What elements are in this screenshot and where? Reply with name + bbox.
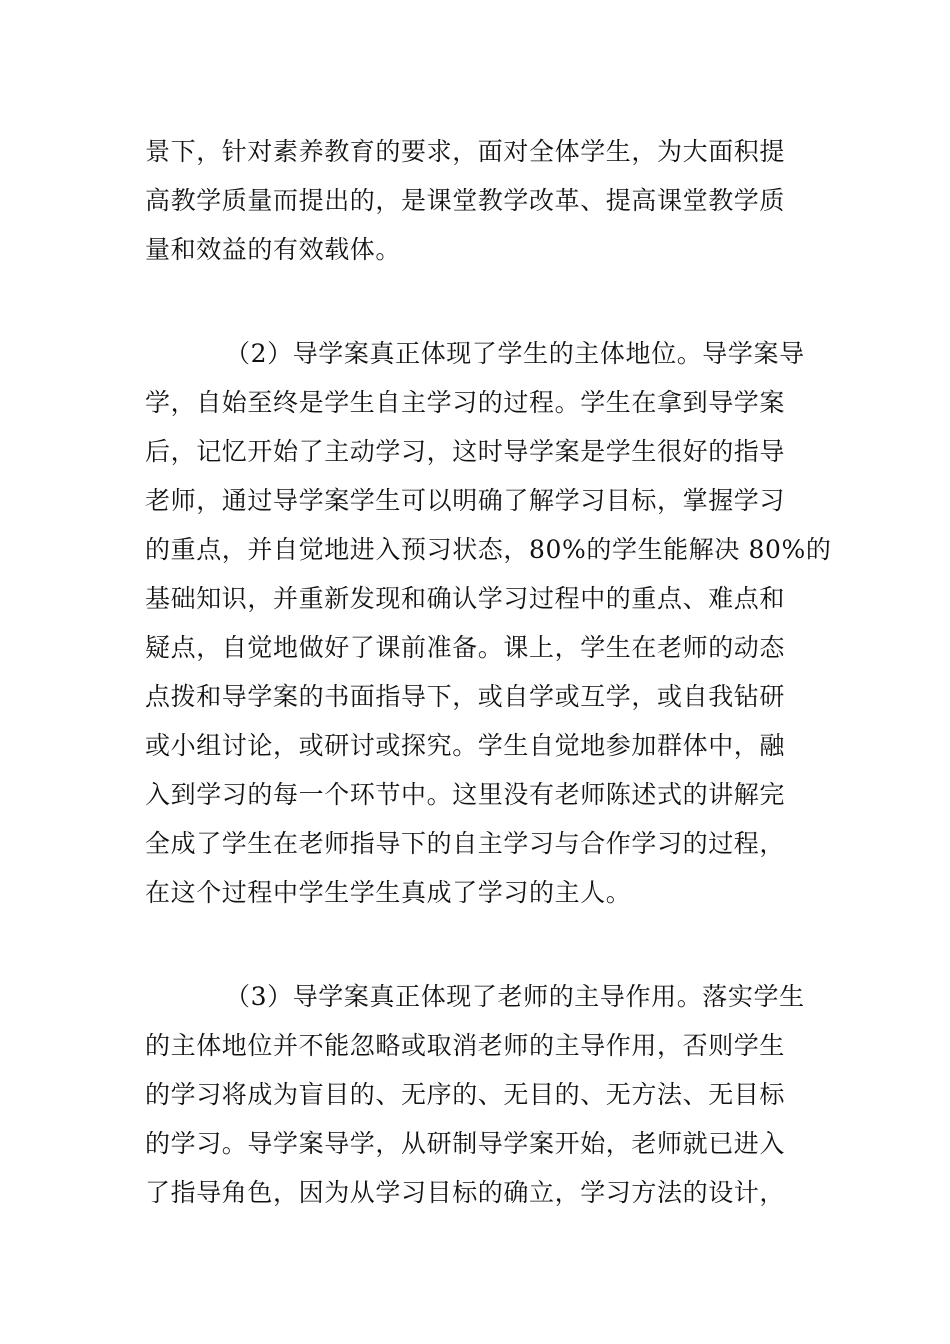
paragraph-2 <box>145 329 832 917</box>
paragraph-1 <box>145 127 810 274</box>
text-line: 学，自始至终是学生自主学习的过程。学生在拿到导学案 <box>145 388 786 417</box>
text-line: 在这个过程中学生学生真成了学习的主人。 <box>145 878 632 907</box>
text-line: 疑点，自觉地做好了课前准备。课上，学生在老师的动态 <box>145 633 786 662</box>
text-line: 的重点，并自觉地进入预习状态，80%的学生能解决 80%的 <box>145 535 832 564</box>
text-line: 的主体地位并不能忽略或取消老师的主导作用，否则学生 <box>145 1031 786 1060</box>
text-line: 了指导角色，因为从学习目标的确立，学习方法的设计， <box>145 1178 786 1207</box>
text-line: 景下，针对素养教育的要求，面对全体学生，为大面积提 <box>145 137 786 166</box>
text-line: 高教学质量而提出的，是课堂教学改革、提高课堂教学质 <box>145 186 786 215</box>
text-line: 的学习。导学案导学，从研制导学案开始，老师就已进入 <box>145 1129 786 1158</box>
text-line: 的学习将成为盲目的、无序的、无目的、无方法、无目标 <box>145 1080 786 1109</box>
text-line: 老师，通过导学案学生可以明确了解学习目标，掌握学习 <box>145 486 786 515</box>
text-line: 量和效益的有效载体。 <box>145 235 402 264</box>
paragraph-3 <box>145 972 810 1217</box>
text-line: 基础知识，并重新发现和确认学习过程中的重点、难点和 <box>145 584 786 613</box>
text-line: （2）导学案真正体现了学生的主体地位。导学案导 <box>225 339 805 368</box>
text-line: 入到学习的每一个环节中。这里没有老师陈述式的讲解完 <box>145 780 786 809</box>
text-line: 后，记忆开始了主动学习，这时导学案是学生很好的指导 <box>145 437 786 466</box>
text-line: 全成了学生在老师指导下的自主学习与合作学习的过程， <box>145 829 786 858</box>
text-line: 点拨和导学案的书面指导下，或自学或互学，或自我钻研 <box>145 682 786 711</box>
text-line: （3）导学案真正体现了老师的主导作用。落实学生 <box>225 982 805 1011</box>
text-line: 或小组讨论，或研讨或探究。学生自觉地参加群体中，融 <box>145 731 786 760</box>
